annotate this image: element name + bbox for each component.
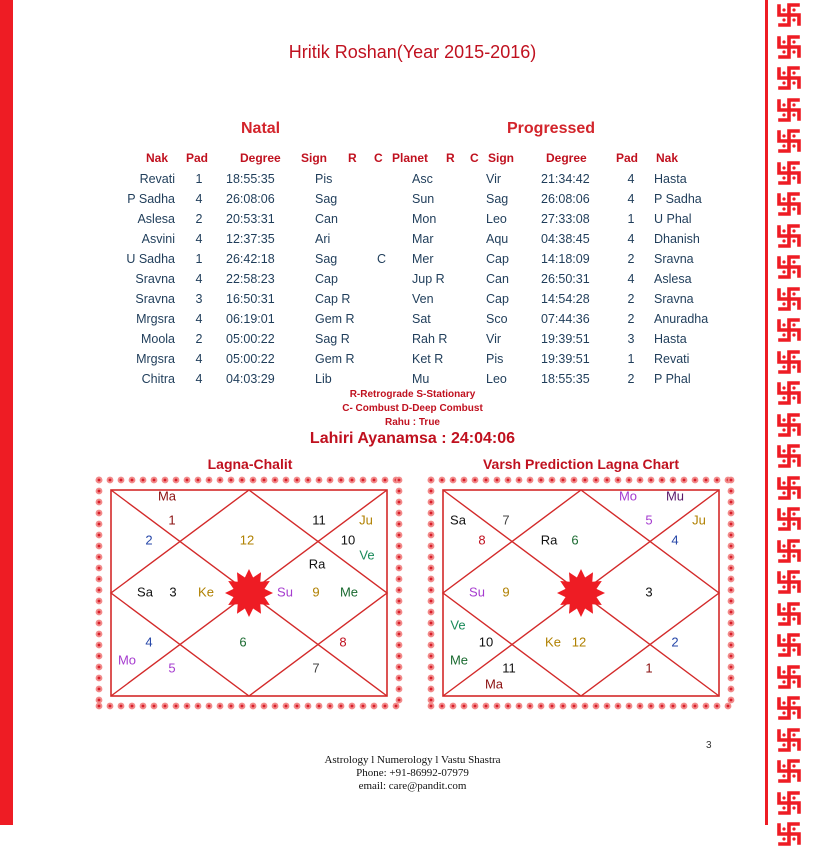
table-cell-n-pad: 4 bbox=[195, 372, 203, 386]
col-c2: C bbox=[470, 151, 479, 165]
table-cell-n-sign: Lib bbox=[315, 372, 332, 386]
chart-label: Ke bbox=[198, 584, 214, 600]
chart-label: Ve bbox=[359, 547, 375, 563]
col-degree2: Degree bbox=[546, 151, 587, 165]
table-cell-p-sign: Vir bbox=[486, 332, 502, 346]
table-cell-p-nak: Aslesa bbox=[654, 272, 692, 286]
table-cell-n-nak: Asvini bbox=[141, 232, 175, 246]
table-cell-p-sign: Leo bbox=[486, 372, 507, 386]
table-cell-n-sign: Pis bbox=[315, 172, 333, 186]
col-pad2: Pad bbox=[616, 151, 639, 165]
chart-label: Sa bbox=[137, 584, 153, 600]
table-cell-p-nak: Revati bbox=[654, 352, 690, 366]
table-cell-p-pad: 2 bbox=[627, 252, 635, 266]
chart-label: 5 bbox=[645, 512, 653, 528]
chart-label: 8 bbox=[339, 634, 347, 650]
swastika-icon bbox=[776, 223, 802, 249]
table-cell-n-nak: Mrgsra bbox=[136, 312, 175, 326]
table-cell-n-deg: 16:50:31 bbox=[226, 292, 275, 306]
chart-label: 5 bbox=[168, 660, 176, 676]
swastika-icon bbox=[776, 65, 802, 91]
chart-label: 1 bbox=[168, 512, 176, 528]
chart-label: 4 bbox=[671, 532, 679, 548]
col-pad: Pad bbox=[186, 151, 209, 165]
chart-label: 10 bbox=[340, 532, 356, 548]
chart-label: Ke bbox=[545, 634, 561, 650]
swastika-icon bbox=[776, 191, 802, 217]
table-cell-n-pad: 1 bbox=[195, 172, 203, 186]
table-cell-p-nak: P Phal bbox=[654, 372, 691, 386]
chart-label: 12 bbox=[239, 532, 255, 548]
progressed-heading: Progressed bbox=[507, 120, 596, 137]
table-cell-n-sign: Sag bbox=[315, 252, 338, 266]
lagna-chalit-chart bbox=[93, 474, 405, 712]
varsh-prediction-chart bbox=[425, 474, 737, 712]
col-planet: Planet bbox=[392, 151, 429, 165]
table-cell-p-sign: Can bbox=[486, 272, 509, 286]
page-number: 3 bbox=[706, 740, 712, 751]
swastika-icon bbox=[776, 317, 802, 343]
chart-label: Me bbox=[449, 652, 469, 668]
table-cell-planet: Mu bbox=[412, 372, 430, 386]
chart-label: Ma bbox=[157, 488, 177, 504]
col-nak: Nak bbox=[146, 151, 169, 165]
table-cell-n-sign: Gem R bbox=[315, 352, 355, 366]
chart-label: 2 bbox=[671, 634, 679, 650]
table-cell-p-deg: 14:18:09 bbox=[541, 252, 590, 266]
chart-label: 8 bbox=[478, 532, 486, 548]
chart-label: 12 bbox=[571, 634, 587, 650]
table-cell-p-nak: Sravna bbox=[654, 292, 694, 306]
natal-heading: Natal bbox=[241, 120, 281, 137]
table-cell-p-pad: 1 bbox=[627, 212, 635, 226]
table-cell-p-deg: 26:08:06 bbox=[541, 192, 590, 206]
table-cell-n-deg: 22:58:23 bbox=[226, 272, 275, 286]
table-cell-n-pad: 4 bbox=[195, 272, 203, 286]
col-nak2: Nak bbox=[656, 151, 679, 165]
table-cell-n-deg: 18:55:35 bbox=[226, 172, 275, 186]
table-cell-p-nak: Sravna bbox=[654, 252, 694, 266]
table-cell-p-sign: Aqu bbox=[486, 232, 509, 246]
table-cell-n-deg: 04:03:29 bbox=[226, 372, 275, 386]
chart-label: Me bbox=[339, 584, 359, 600]
table-cell-p-nak: U Phal bbox=[654, 212, 692, 226]
chart-label: Su bbox=[469, 584, 485, 600]
chart-label: 11 bbox=[312, 512, 326, 528]
table-cell-planet: Mar bbox=[412, 232, 434, 246]
table-cell-planet: Sat bbox=[412, 312, 431, 326]
table-cell-n-pad: 4 bbox=[195, 352, 203, 366]
table-cell-n-sign: Ari bbox=[315, 232, 331, 246]
table-cell-p-nak: Hasta bbox=[654, 172, 687, 186]
footer-email: email: care@pandit.com bbox=[358, 780, 467, 792]
chart-label: Ma bbox=[484, 676, 504, 692]
table-cell-p-sign: Sco bbox=[486, 312, 508, 326]
table-cell-n-nak: Revati bbox=[139, 172, 175, 186]
table-cell-n-nak: Chitra bbox=[141, 372, 175, 386]
table-cell-n-sign: Cap R bbox=[315, 292, 351, 306]
chart-label: 6 bbox=[571, 532, 579, 548]
table-cell-p-sign: Pis bbox=[486, 352, 504, 366]
chart-label: 2 bbox=[145, 532, 153, 548]
chart-label: 6 bbox=[239, 634, 247, 650]
swastika-icon bbox=[776, 601, 802, 627]
legend-line: R-Retrograde S-Stationary bbox=[349, 389, 476, 400]
table-cell-planet: Mon bbox=[412, 212, 437, 226]
table-cell-n-sign: Sag bbox=[315, 192, 338, 206]
swastika-icon bbox=[776, 790, 802, 816]
footer-services: Astrology l Numerology l Vastu Shastra bbox=[324, 754, 501, 766]
table-cell-p-deg: 27:33:08 bbox=[541, 212, 590, 226]
table-cell-p-nak: Hasta bbox=[654, 332, 687, 346]
chart-label: 1 bbox=[645, 660, 653, 676]
table-cell-n-deg: 26:08:06 bbox=[226, 192, 275, 206]
table-cell-p-deg: 19:39:51 bbox=[541, 352, 590, 366]
table-cell-n-sign: Gem R bbox=[315, 312, 355, 326]
table-cell-planet: Ven bbox=[412, 292, 434, 306]
table-cell-p-sign: Cap bbox=[486, 252, 509, 266]
table-cell-p-deg: 18:55:35 bbox=[541, 372, 590, 386]
table-cell-p-deg: 14:54:28 bbox=[541, 292, 590, 306]
table-cell-p-pad: 4 bbox=[627, 192, 635, 206]
table-cell-n-sign: Sag R bbox=[315, 332, 350, 346]
table-cell-p-pad: 4 bbox=[627, 232, 635, 246]
swastika-icon bbox=[776, 695, 802, 721]
table-cell-n-deg: 05:00:22 bbox=[226, 352, 275, 366]
table-cell-p-nak: Dhanish bbox=[654, 232, 700, 246]
chart-label: 7 bbox=[502, 512, 510, 528]
table-cell-p-sign: Cap bbox=[486, 292, 509, 306]
swastika-icon bbox=[776, 506, 802, 532]
table-cell-n-pad: 1 bbox=[195, 252, 203, 266]
table-cell-n-sign: Can bbox=[315, 212, 338, 226]
swastika-icon bbox=[776, 538, 802, 564]
table-cell-n-pad: 4 bbox=[195, 232, 203, 246]
table-cell-n-pad: 2 bbox=[195, 212, 203, 226]
col-r: R bbox=[348, 151, 357, 165]
chart-label: 11 bbox=[502, 660, 516, 676]
swastika-icon bbox=[776, 2, 802, 28]
swastika-icon bbox=[776, 349, 802, 375]
table-cell-p-deg: 07:44:36 bbox=[541, 312, 590, 326]
table-cell-n-nak: Aslesa bbox=[137, 212, 175, 226]
table-cell-n-nak: Sravna bbox=[135, 292, 175, 306]
table-cell-n-pad: 3 bbox=[195, 292, 203, 306]
table-cell-n-deg: 06:19:01 bbox=[226, 312, 275, 326]
table-cell-p-pad: 4 bbox=[627, 172, 635, 186]
chart-label: 3 bbox=[645, 584, 653, 600]
table-cell-n-nak: Sravna bbox=[135, 272, 175, 286]
table-cell-n-nak: U Sadha bbox=[126, 252, 175, 266]
table-cell-planet: Rah R bbox=[412, 332, 448, 346]
chart-label: 3 bbox=[169, 584, 177, 600]
chart-label: 9 bbox=[502, 584, 510, 600]
swastika-icon bbox=[776, 160, 802, 186]
col-sign2: Sign bbox=[488, 151, 514, 165]
table-cell-p-pad: 2 bbox=[627, 372, 635, 386]
table-cell-p-nak: P Sadha bbox=[654, 192, 702, 206]
swastika-icon bbox=[776, 569, 802, 595]
table-cell-p-deg: 26:50:31 bbox=[541, 272, 590, 286]
chart-label: 7 bbox=[312, 660, 320, 676]
table-cell-planet: Asc bbox=[412, 172, 433, 186]
swastika-icon bbox=[776, 97, 802, 123]
swastika-icon bbox=[776, 664, 802, 690]
table-cell-p-pad: 1 bbox=[627, 352, 635, 366]
chart-label: Mu bbox=[665, 488, 685, 504]
col-degree: Degree bbox=[240, 151, 281, 165]
table-cell-p-sign: Leo bbox=[486, 212, 507, 226]
table-cell-n-pad: 4 bbox=[195, 192, 203, 206]
legend-line: Rahu : True bbox=[384, 417, 440, 428]
chart-label: Ra bbox=[540, 532, 558, 548]
chart-label: 4 bbox=[145, 634, 153, 650]
table-cell-n-pad: 2 bbox=[195, 332, 203, 346]
col-sign: Sign bbox=[301, 151, 327, 165]
table-cell-n-nak: P Sadha bbox=[127, 192, 175, 206]
swastika-icon bbox=[776, 727, 802, 753]
ayanamsa: Lahiri Ayanamsa : 24:04:06 bbox=[309, 430, 516, 447]
table-cell-n-pad: 4 bbox=[195, 312, 203, 326]
chart-label: Mo bbox=[117, 652, 137, 668]
table-cell-n-nak: Mrgsra bbox=[136, 352, 175, 366]
col-r2: R bbox=[446, 151, 455, 165]
table-cell-planet: Sun bbox=[412, 192, 435, 206]
chart-label: Su bbox=[277, 584, 293, 600]
table-cell-p-deg: 19:39:51 bbox=[541, 332, 590, 346]
lagna-chalit-title: Lagna-Chalit bbox=[207, 456, 293, 472]
table-cell-n-deg: 26:42:18 bbox=[226, 252, 275, 266]
table-cell-p-sign: Vir bbox=[486, 172, 502, 186]
table-cell-planet: Jup R bbox=[412, 272, 445, 286]
table-cell-p-nak: Anuradha bbox=[654, 312, 709, 326]
table-cell-n-deg: 12:37:35 bbox=[226, 232, 275, 246]
table-cell-p-pad: 4 bbox=[627, 272, 635, 286]
col-c: C bbox=[374, 151, 383, 165]
chart-label: Ju bbox=[359, 512, 373, 528]
table-cell-p-pad: 2 bbox=[627, 292, 635, 306]
swastika-icon bbox=[776, 475, 802, 501]
chart-label: Ju bbox=[692, 512, 706, 528]
table-cell-n-deg: 20:53:31 bbox=[226, 212, 275, 226]
swastika-icon bbox=[776, 286, 802, 312]
table-cell-p-pad: 3 bbox=[627, 332, 635, 346]
chart-label: 9 bbox=[312, 584, 320, 600]
chart-label: 10 bbox=[478, 634, 494, 650]
table-cell-n-deg: 05:00:22 bbox=[226, 332, 275, 346]
table-cell-p-deg: 04:38:45 bbox=[541, 232, 590, 246]
chart-label: Sa bbox=[450, 512, 466, 528]
table-cell-planet: Ket R bbox=[412, 352, 444, 366]
swastika-icon bbox=[776, 254, 802, 280]
varsh-chart-title: Varsh Prediction Lagna Chart bbox=[482, 456, 680, 472]
chart-label: Ra bbox=[308, 556, 326, 572]
legend-line: C- Combust D-Deep Combust bbox=[342, 403, 483, 414]
page-title: Hritik Roshan(Year 2015-2016) bbox=[288, 42, 537, 62]
chart-label: Ve bbox=[450, 617, 466, 633]
table-cell-p-sign: Sag bbox=[486, 192, 509, 206]
table-cell-n-nak: Moola bbox=[140, 332, 175, 346]
footer-phone: Phone: +91-86992-07979 bbox=[356, 767, 469, 779]
table-cell-n-c: C bbox=[377, 252, 387, 266]
table-cell-p-pad: 2 bbox=[627, 312, 635, 326]
swastika-icon bbox=[776, 128, 802, 154]
table-cell-p-deg: 21:34:42 bbox=[541, 172, 590, 186]
table-cell-n-sign: Cap bbox=[315, 272, 338, 286]
swastika-icon bbox=[776, 632, 802, 658]
chart-label: Mo bbox=[618, 488, 638, 504]
table-cell-planet: Mer bbox=[412, 252, 434, 266]
